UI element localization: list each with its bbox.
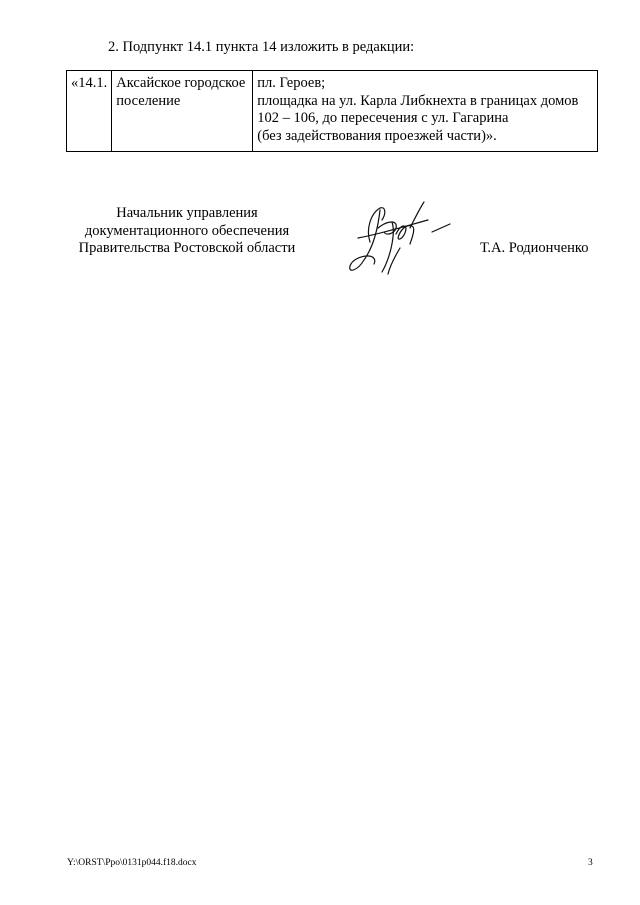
location-line: площадка на ул. Карла Либкнехта в границах домов bbox=[257, 92, 579, 109]
location-line: 102 – 106, до пересечения с ул. Гагарина bbox=[257, 110, 509, 126]
location-line: (без задействования проезжей части)». bbox=[257, 127, 497, 144]
locations-cell bbox=[253, 71, 598, 152]
position-line: Начальник управления bbox=[116, 205, 258, 221]
footer-file-path: Y:\ORST\Ppo\0131p044.f18.docx bbox=[67, 858, 197, 868]
page-number: 3 bbox=[588, 858, 593, 868]
signer-name: Т.А. Родионченко bbox=[480, 240, 589, 256]
item-number-cell: «14.1. bbox=[67, 71, 112, 152]
table-row bbox=[67, 71, 598, 152]
handwritten-signature bbox=[340, 198, 458, 280]
amendment-table bbox=[66, 70, 598, 152]
settlement-cell: Аксайское городское поселение bbox=[112, 71, 253, 152]
position-line: документационного обеспечения bbox=[84, 222, 290, 239]
location-line: пл. Героев; bbox=[257, 75, 326, 91]
signer-position bbox=[58, 205, 316, 258]
amendment-heading: 2. Подпункт 14.1 пункта 14 изложить в редакции: bbox=[108, 39, 415, 55]
position-line: Правительства Ростовской области bbox=[78, 240, 296, 256]
